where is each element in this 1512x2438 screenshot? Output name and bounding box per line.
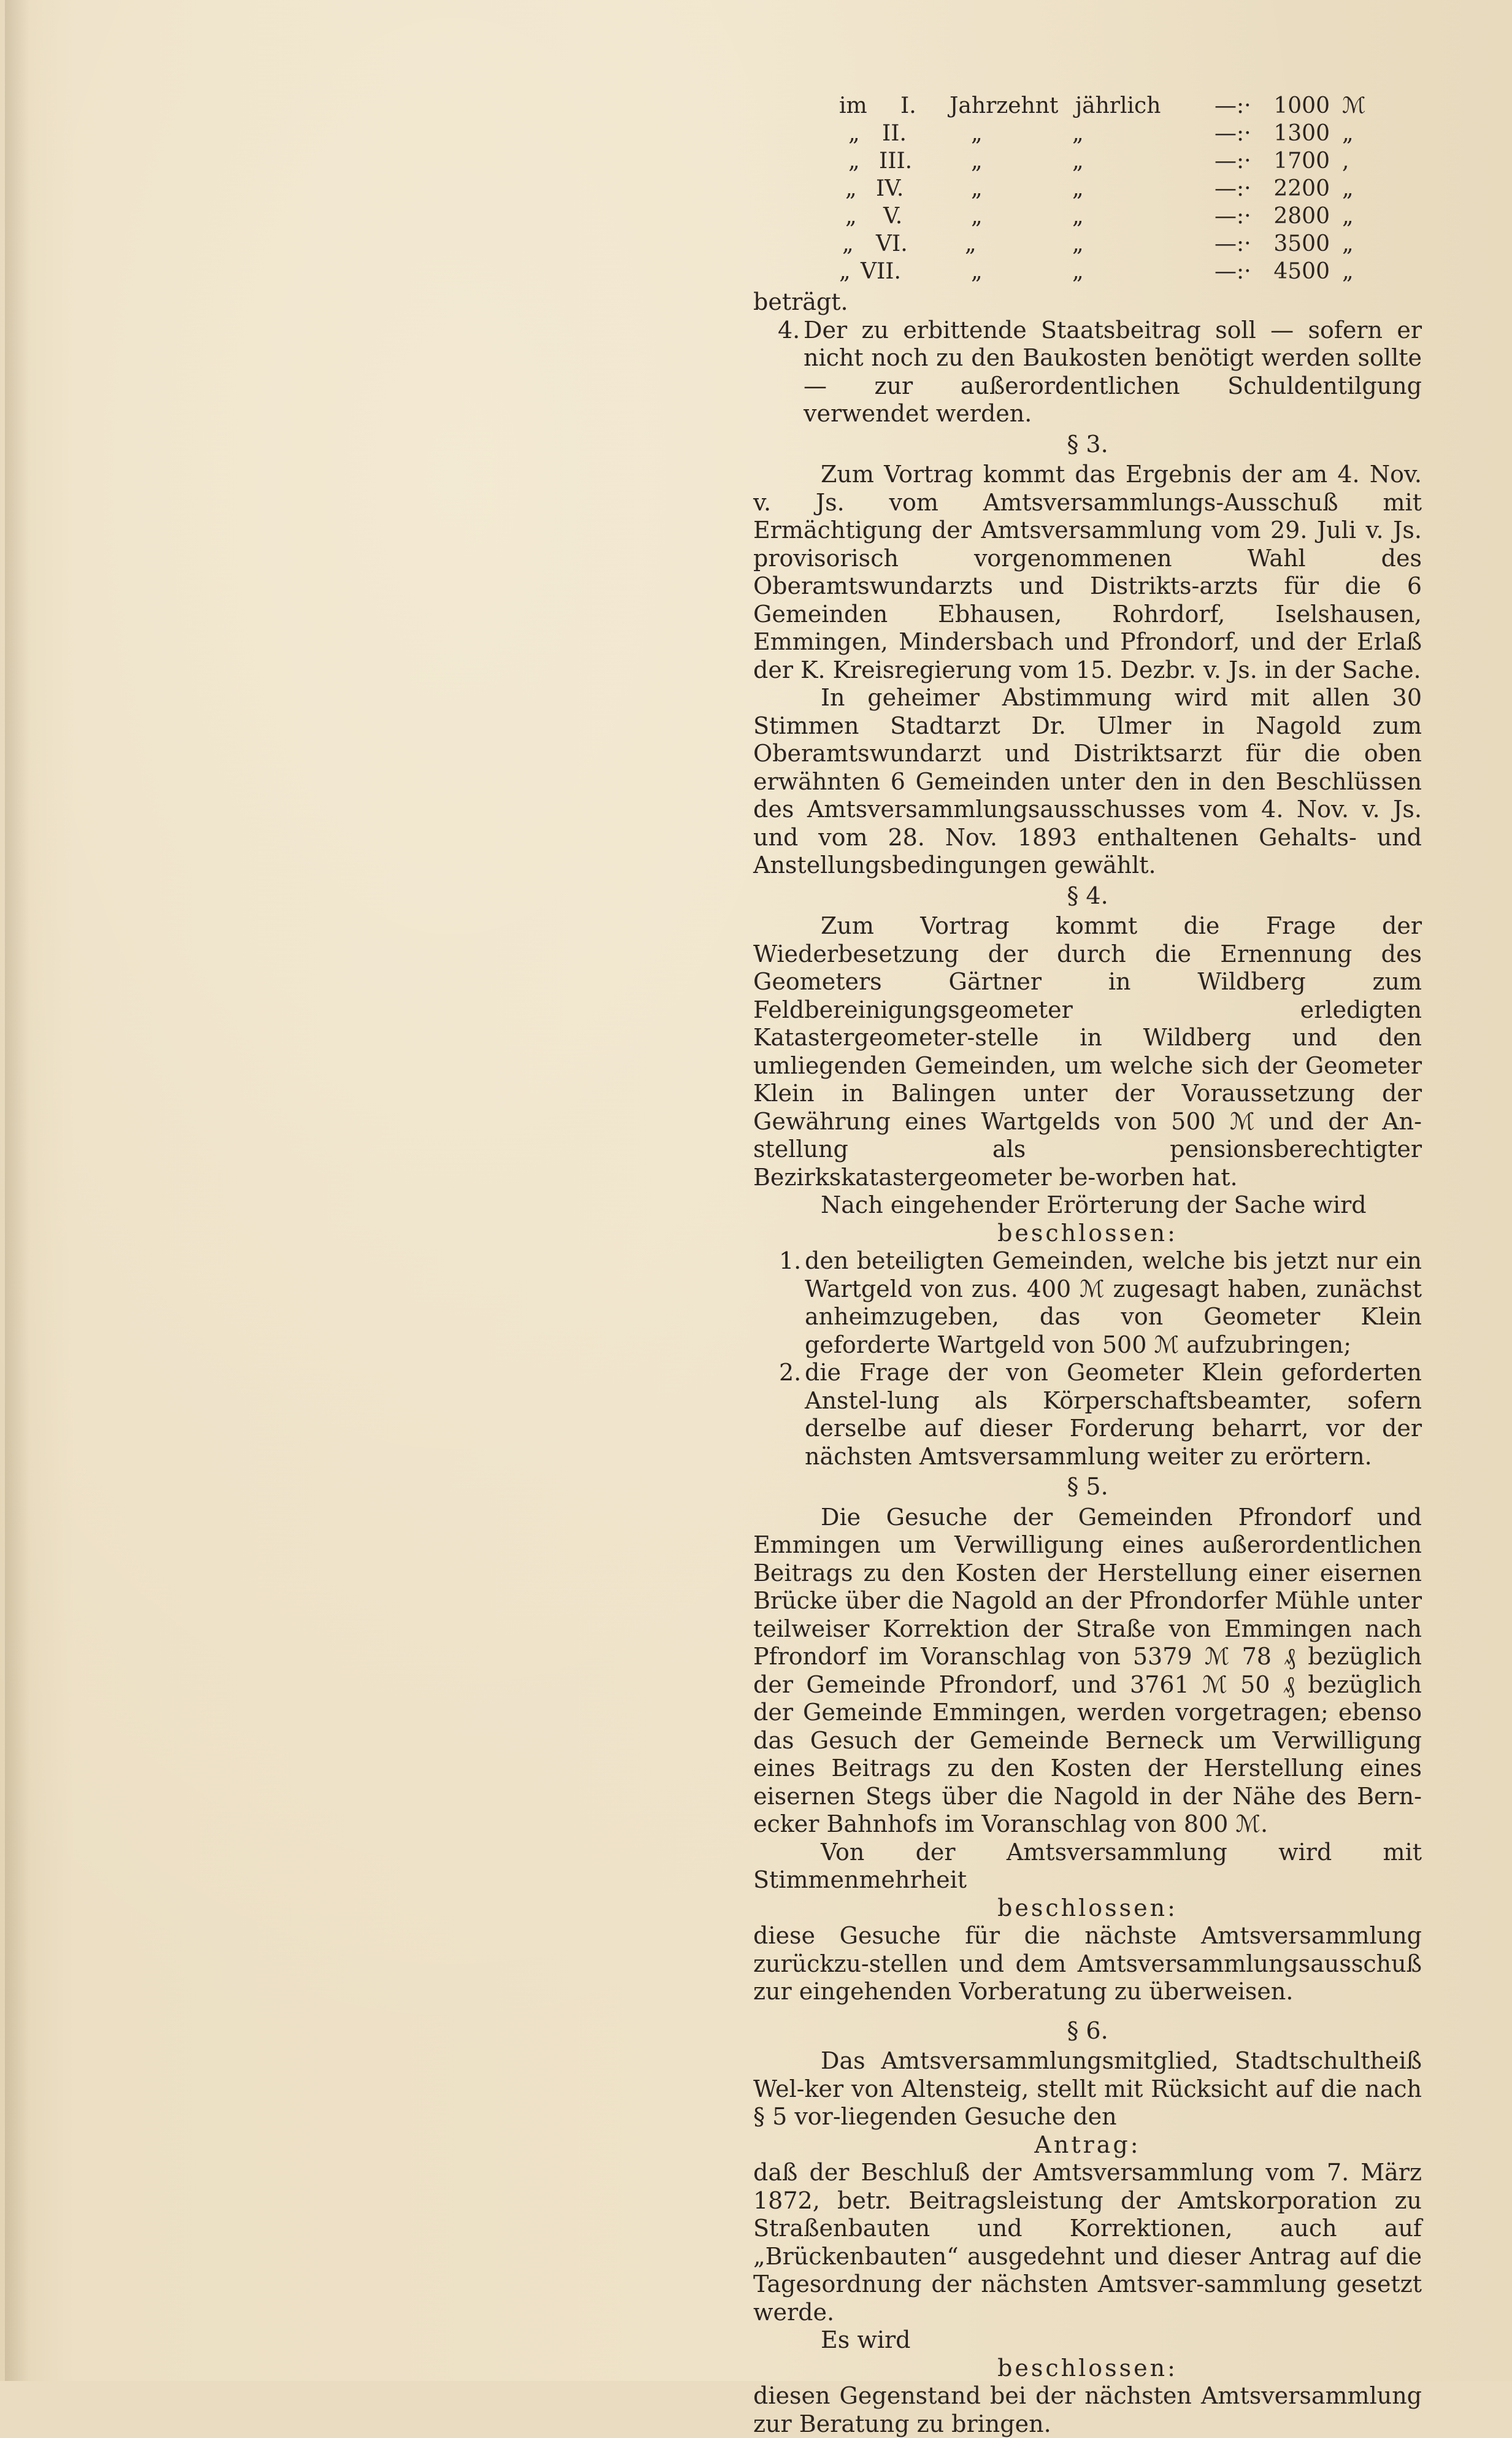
rates-prefix: „ [845,204,857,229]
rates-decade: II. [882,121,907,146]
rates-amount: 1700 [1273,148,1330,174]
rates-dash: —:· [1215,231,1251,256]
text-column [753,92,1422,2438]
section-heading: § 4. [1067,882,1108,909]
rates-unit: „ [1342,259,1354,284]
rates-amount: 3500 [1273,231,1330,256]
rates-prefix: im [839,93,867,118]
list-number: 4. [778,316,800,344]
rates-unit: „ [1342,231,1354,256]
paragraph: Von der Amtsversammlung wird mit Stimmenmehrheit [753,1838,1422,1893]
rates-amount: 2800 [1273,204,1330,229]
rates-dash: —:· [1215,148,1251,174]
rates-tail: beträgt. [753,288,848,315]
list-text: Der zu erbittende Staatsbeitrag soll — sofern er nicht noch zu den Baukosten benötigt werden sollte — zur außerordentlichen Schuldentilgung verwendet werden. [804,316,1422,427]
rates-table [753,92,1422,288]
paragraph: Zum Vortrag kommt die Frage der Wiederbesetzung der durch die Ernennung des Geometers Gärtner in Wildberg zum Feldbereinigungsgeometer erledigten Katastergeometer-stelle in Wildberg und den umliegenden Gemeinden, um welche sich der Geometer Klein in Balingen unter der Voraussetzung der Gewährung eines Wartgelds von 500 ℳ und der An-stellung als pensionsberechtigter Bezirkskatastergeometer be-worben hat. [753,912,1422,1191]
paragraph: Die Gesuche der Gemeinden Pfrondorf und Emmingen um Verwilligung eines außerordentlichen Beitrags zu den Kosten der Herstellung einer eisernen Brücke über die Nagold an der Pfrondorfer Mühle unter teilweiser Korrektion der Straße von Emmingen nach Pfrondorf im Voranschlag von 5379 ℳ 78 ₰ bezüglich der Gemeinde Pfrondorf, und 3761 ℳ 50 ₰ bezüglich der Gemeinde Emmingen, werden vorgetragen; ebenso das Gesuch der Gemeinde Berneck um Verwilligung eines Beitrags zu den Kosten der Herstellung eines eisernen Stegs über die Nagold in der Nähe des Bern-ecker Bahnhofs im Voranschlag von 800 ℳ. [753,1503,1422,1837]
list-item [753,317,1422,428]
rates-dash: —:· [1215,204,1251,229]
list-number: 1. [779,1247,802,1274]
rates-dash: —:· [1215,259,1251,284]
rates-row [753,202,1422,230]
rates-dash: —:· [1215,93,1251,118]
rates-dash: —:· [1215,176,1251,201]
rates-prefix: „ [839,259,851,284]
rates-prefix: „ [845,176,857,201]
rates-col-b: „ [1072,148,1084,174]
rates-row [753,147,1422,175]
resolution-label: beschlossen: [997,1894,1178,1921]
paragraph: diesen Gegenstand bei der nächsten Amtsversammlung zur Beratung zu bringen. [753,2382,1422,2437]
rates-row [753,120,1422,147]
paragraph: daß der Beschluß der Amtsversammlung vom 7. März 1872, betr. Beitragsleistung der Amtskorporation zu Straßenbauten und Korrektionen, auch auf „Brückenbauten“ ausgedehnt und dieser Antrag auf die Tagesordnung der nächsten Amtsver-sammlung gesetzt werde. [753,2159,1422,2326]
rates-col-a: „ [971,176,983,201]
rates-col-a: „ [971,148,983,174]
rates-col-b: „ [1072,231,1084,256]
rates-unit: „ [1342,176,1354,201]
section-heading: § 5. [1067,1473,1108,1500]
rates-row [753,258,1422,285]
rates-amount: 2200 [1273,176,1330,201]
paragraph: Nach eingehender Erörterung der Sache wird [821,1191,1367,1218]
paragraph: In geheimer Abstimmung wird mit allen 30 Stimmen Stadtarzt Dr. Ulmer in Nagold zum Oberamtswundarzt und Distriktsarzt für die oben erwähnten 6 Gemeinden unter den in den Beschlüssen des Amtsversammlungsausschusses vom 4. Nov. v. Js. und vom 28. Nov. 1893 enthaltenen Gehalts- und Anstellungsbedingungen gewählt. [753,684,1422,879]
rates-decade: IV. [876,176,904,201]
rates-col-a: „ [971,204,983,229]
resolution-label: beschlossen: [997,1219,1178,1247]
rates-prefix: „ [848,148,860,174]
rates-unit: „ [1342,121,1354,146]
list-text: die Frage der von Geometer Klein geforderten Anstel-lung als Körperschaftsbeamter, sofern derselbe auf dieser Forderung beharrt, vor der nächsten Amtsversammlung weiter zu erörtern. [805,1359,1422,1470]
rates-unit: ℳ [1342,93,1366,118]
rates-decade: VII. [861,259,901,284]
motion-label: Antrag: [1034,2131,1141,2158]
list-number: 2. [779,1359,802,1386]
rates-unit: „ [1342,204,1354,229]
paragraph: Zum Vortrag kommt das Ergebnis der am 4. Nov. v. Js. vom Amtsversammlungs-Ausschuß mit Ermächtigung der Amtsversammlung vom 29. Juli v. Js. provisorisch vorgenommenen Wahl des Oberamtswundarzts und Distrikts-arzts für die 6 Gemeinden Ebhausen, Rohrdorf, Iselshausen, Emmingen, Mindersbach und Pfrondorf, und der Erlaß der K. Kreisregierung vom 15. Dezbr. v. Js. in der Sache. [753,461,1422,683]
rates-col-b: „ [1072,259,1084,284]
rates-unit: , [1342,148,1349,174]
rates-amount: 1000 [1273,93,1330,118]
resolution-label: beschlossen: [997,2354,1178,2382]
rates-col-b: „ [1072,176,1084,201]
rates-decade: VI. [876,231,908,256]
paragraph: Es wird [821,2326,911,2353]
rates-row [753,92,1422,120]
rates-decade: I. [900,93,916,118]
rates-amount: 4500 [1273,259,1330,284]
section-heading: § 3. [1067,430,1108,458]
list-item [753,1247,1422,1359]
rates-row [753,230,1422,258]
list-text: den beteiligten Gemeinden, welche bis jetzt nur ein Wartgeld von zus. 400 ℳ zugesagt haben, zunächst anheimzugeben, das von Geometer Klein geforderte Wartgeld von 500 ℳ aufzubringen; [805,1247,1422,1358]
rates-prefix: „ [842,231,854,256]
rates-col-a: „ [965,231,977,256]
rates-decade: III. [879,148,913,174]
rates-dash: —:· [1215,121,1251,146]
list-item [753,1359,1422,1471]
page-fold-shadow [5,0,29,2381]
rates-col-b: jährlich [1075,93,1161,118]
rates-decade: V. [883,204,903,229]
paragraph: Das Amtsversammlungsmitglied, Stadtschultheiß Wel-ker von Altensteig, stellt mit Rücksicht auf die nach § 5 vor-liegenden Gesuche den [753,2047,1422,2130]
rates-col-a: „ [971,121,983,146]
rates-prefix: „ [848,121,860,146]
rates-col-a: „ [971,259,983,284]
rates-row [753,175,1422,202]
rates-col-b: „ [1072,121,1084,146]
rates-col-a: Jahrzehnt [950,93,1059,118]
rates-col-b: „ [1072,204,1084,229]
rates-amount: 1300 [1273,121,1330,146]
paragraph: diese Gesuche für die nächste Amtsversammlung zurückzu-stellen und dem Amtsversammlungsausschuß zur eingehenden Vorberatung zu überweisen. [753,1922,1422,2005]
section-heading: § 6. [1067,2017,1108,2044]
